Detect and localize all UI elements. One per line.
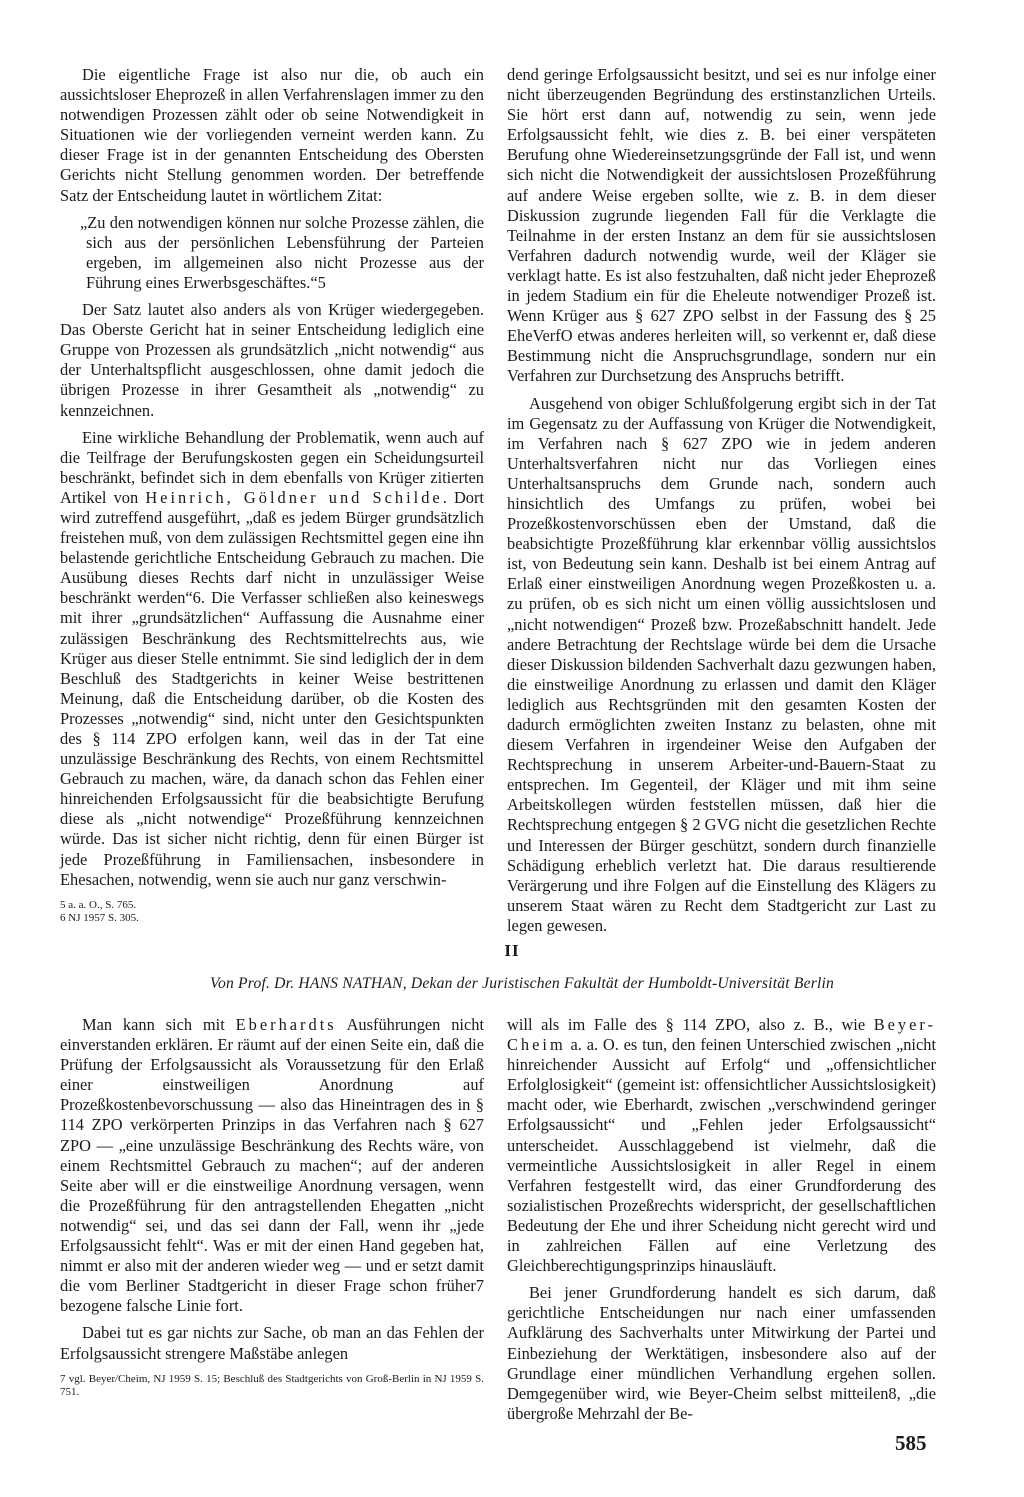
text-run: a. a. O. es tun, den feinen Unterschied zwischen „nicht hinreichender Aussicht auf Erfolg“ und „offensichtlicher Erfolglosigkeit“ (gemeint ist: offensichtlicher Aussichtslosigkeit) macht oder, wie Eberhardt, zwischen „verschwindend geringer Erfolgsaussicht“ und „Fehlen jeder Erfolgsaussicht“ unterscheidet. Ausschlaggebend ist vielmehr, daß die vermeintliche Aussichtslosigkeit in aller Regel in einem Verfahren festgestellt wird, das einer Grundforderung des sozialistischen Prozeßrechts widerspricht, der gesellschaftlichen Bedeutung der Ehe und ihrer Scheidung nicht gerecht wird und in zahlreichen Fällen auf eine Verletzung des Gleichberechtigungsprinzips hinausläuft. (507, 1035, 936, 1276)
paragraph-continued (507, 1015, 936, 1276)
footnote-6: 6 NJ 1957 S. 305. (60, 912, 139, 925)
text-run: Man kann sich mit (82, 1015, 236, 1034)
paragraph (60, 1015, 484, 1316)
spaced-author-names: Heinrich, Göldner und Schilde (145, 487, 443, 507)
text-run: Eine wirkliche Behandlung der Problematik, wenn auch auf die Teilfrage der Berufungskosten gegen ein Scheidungsurteil beschränkt, befindet sich in dem ebenfalls von Krüger zitierten Artikel von (60, 427, 484, 507)
section-heading: II (504, 941, 520, 960)
paragraph: Der Satz lautet also anders als von Krüger wiedergegeben. Das Oberste Gericht hat in seiner Entscheidung lediglich eine Gruppe von Prozessen als grundsätzlich „nicht notwendig“ aus der Unterhaltspflicht ausgeschlossen, ohne damit jedoch die übrigen Prozesse in ihrer Gesamtheit als „notwendig“ zu kennzeichnen. (60, 300, 484, 420)
column-top-left (60, 65, 484, 926)
byline-affiliation: , Dekan der Juristischen Fakultät der Humboldt-Universität Berlin (402, 975, 835, 992)
footnotes (60, 899, 484, 926)
column-top-right (507, 65, 936, 943)
column-bottom-right (507, 1015, 936, 1431)
page-number: 585 (895, 1431, 927, 1455)
paragraph: Die eigentliche Frage ist also nur die, ob auch ein aussichtsloser Eheprozeß in allen Verfahrenslagen immer zu den notwendigen Prozessen zählt oder ob seine Notwendigkeit in Situationen wie der vorliegenden verneint werden kann. Zu dieser Frage ist in der genannten Entscheidung des Obersten Gerichts nicht Stellung genommen worden. Der betreffende Satz der Entscheidung lautet in wörtlichem Zitat: (60, 65, 484, 205)
paragraph-continued: dend geringe Erfolgsaussicht besitzt, und sei es nur infolge einer nicht überzeugenden Begründung des erstinstanzlichen Urteils. Sie hört erst dann auf, notwendig zu sein, wenn jede Erfolgsaussicht fehlt, wie dies z. B. bei einer verspäteten Berufung ohne Wiedereinsetzungsgründe der Fall ist, und wenn sich nicht die Notwendigkeit der aussichtslosen Prozeßführung auf andere Weise ergeben sollte, wie z. B. in dem dieser Diskussion zugrunde liegenden Fall für die Verklagte die Teilnahme in der ersten Instanz an dem für sie aussichtslosen Verfahren dadurch notwendig wurde, weil der Kläger sie verklagt hatte. Es ist also festzuhalten, daß nicht jeder Eheprozeß in jedem Stadium ein für die Eheleute notwendiger Prozeß ist. Wenn Krüger aus § 627 ZPO selbst in der Fassung des § 25 EheVerfO etwas anderes herleiten will, so verkennt er, daß diese Bestimmung nicht die Anspruchsgrundlage, sondern nur ein Verfahren zur Durchsetzung des Anspruchs betrifft. (507, 65, 936, 386)
text-run: Ausführungen nicht einverstanden erklären. Er räumt auf der einen Seite ein, daß die Prüfung der Erfolgsaussicht als Voraussetzung für den Erlaß einer einstweiligen Anordnung auf Prozeßkostenbevorschussung — also das Hineintragen des in § 114 ZPO verkörperten Prinzips in das Verfahren nach § 627 ZPO — „eine unzulässige Beschränkung des Rechts wäre, von einem Rechtsmittel Gebrauch zu machen“; auf der anderen Seite aber will er die einstweilige Anordnung versagen, wenn die Prozeßführung für den antragstellenden Ehegatten „nicht notwendig“ sei, und das sei dann der Fall, wenn ihr „jede Erfolgsaussicht fehlt“. Was er mit der einen Hand gegeben hat, nimmt er also mit der anderen wieder weg — und er setzt damit die vom Berliner Stadtgericht in dieser Frage schon früher7 bezogene falsche Linie fort. (60, 1015, 484, 1316)
paragraph: Ausgehend von obiger Schlußfolgerung ergibt sich in der Tat im Gegensatz zu der Auffassung von Krüger die Notwendigkeit, im Verfahren nach § 627 ZPO wie in jedem anderen Unterhaltsverfahren nicht nur das Vorliegen eines Unterhaltsanspruchs dem Grunde nach, sondern auch hinsichtlich des Umfangs zu prüfen, wobei bei Prozeßkostenvorschüssen eben der Umstand, daß die beabsichtigte Prozeßführung klar erkennbar völlig aussichtslos ist, von Bedeutung sein kann. Deshalb ist bei einem Antrag auf Erlaß einer einstweiligen Anordnung wegen Prozeßkosten u. a. zu prüfen, ob es sich nicht um einen völlig aussichtslosen und „nicht notwendigen“ Prozeß bzw. Prozeßabschnitt handelt. Jede andere Betrachtung der Rechtslage würde bei dem die Ursache dieser Diskussion bildenden Sachverhalt dazu gezwungen haben, die einstweilige Anordnung zu erlassen und damit den Kläger lediglich aus Rechtsgründen mit den gesamten Kosten der dadurch ermöglichten zweiten Instanz zu belasten, ohne mit diesem Verfahren in irgendeiner Weise den Aufgaben der Rechtsprechung in unserem Arbeiter-und-Bauern-Staat zu entsprechen. Im Gegenteil, der Kläger und mit ihm seine Arbeitskollegen würden feststellen müssen, daß hier die Rechtsprechung entgegen § 2 GVG nicht die gesetzlichen Rechte und Interessen der Bürger geschützt, sondern durch finanzielle Schädigung erheblich verletzt hat. Die daraus resultierende Verärgerung und ihre Folgen auf die Einstellung des Klägers zu unserem Staat wären zu Recht dem Stadtgericht zur Last zu legen gewesen. (507, 393, 936, 935)
byline-prefix: Von Prof. Dr. (209, 975, 299, 992)
footnote-5: 5 a. a. O., S. 765. (60, 898, 137, 911)
paragraph: Bei jener Grundforderung handelt es sich darum, daß gerichtliche Entscheidungen nur nach einer umfassenden Aufklärung des Sachverhalts unter Mitwirkung der Partei und Einbeziehung der Werktätigen, insbesondere also auf der Grundlage einer mündlichen Verhandlung ergehen sollen. Demgegenüber wird, wie Beyer-Cheim selbst mitteilen8, „die übergroße Mehrzahl der Be- (507, 1283, 936, 1423)
text-run: will als im Falle des § 114 ZPO, also z. B., wie (507, 1015, 874, 1034)
block-quote: „Zu den notwendigen können nur solche Prozesse zählen, die sich aus der persönlichen Lebensführung der Parteien ergeben, im allgemeinen also nicht Prozesse aus der Führung eines Erwerbsgeschäftes.“5 (80, 212, 484, 292)
text-run: . Dort wird zutreffend ausgeführt, „daß es jedem Bürger grundsätzlich freistehen muß, von dem zulässigen Rechtsmittel gegen eine ihn belastende gerichtliche Entscheidung Gebrauch zu machen. Die Ausübung dieses Rechts darf nicht in unzulässiger Weise beschränkt werden“6. Die Verfasser schließen also keineswegs mit ihrer „grundsätzlichen“ Auffassung die Ausnahme einer zulässigen Beschränkung des Rechtsmittelrechts aus, wie Krüger aus dieser Stelle entnimmt. Sie sind lediglich der in dem Beschluß des Stadtgerichts in keiner Weise bestrittenen Meinung, daß die Entscheidung darüber, ob die Kosten des Prozesses „notwendig“ sind, nicht unter den Gesichtspunkten des § 114 ZPO erfolgen kann, weil das in der Tat eine unzulässige Beschränkung des Rechts, von einem Rechtsmittel Gebrauch zu machen, wäre, da danach schon das Fehlen einer hinreichenden Erfolgsaussicht für die beabsichtigte Berufung diese als „nicht notwendige“ Prozeßführung kennzeichnen würde. Das ist sicher nicht richtig, denn für einen Bürger ist jede Prozeßführung in Familiensachen, insbesondere in Ehesachen, notwendig, wenn sie auch nur ganz verschwin- (60, 487, 484, 889)
byline-author: HANS NATHAN (298, 975, 403, 992)
column-bottom-left (60, 1015, 484, 1400)
paragraph (60, 428, 484, 890)
spaced-author-name: Eberhardts (235, 1015, 337, 1034)
spaced-author-name: Beyer-Cheim (507, 1015, 936, 1055)
paragraph: Dabei tut es gar nichts zur Sache, ob man an das Fehlen der Erfolgsaussicht strengere Maßstäbe anlegen (60, 1323, 484, 1363)
author-byline (20, 975, 1024, 993)
footnote-7: 7 vgl. Beyer/Cheim, NJ 1959 S. 15; Beschluß des Stadtgerichts von Groß-Berlin in NJ 1959 S. 751. (60, 1372, 484, 1399)
footnotes (60, 1373, 484, 1400)
